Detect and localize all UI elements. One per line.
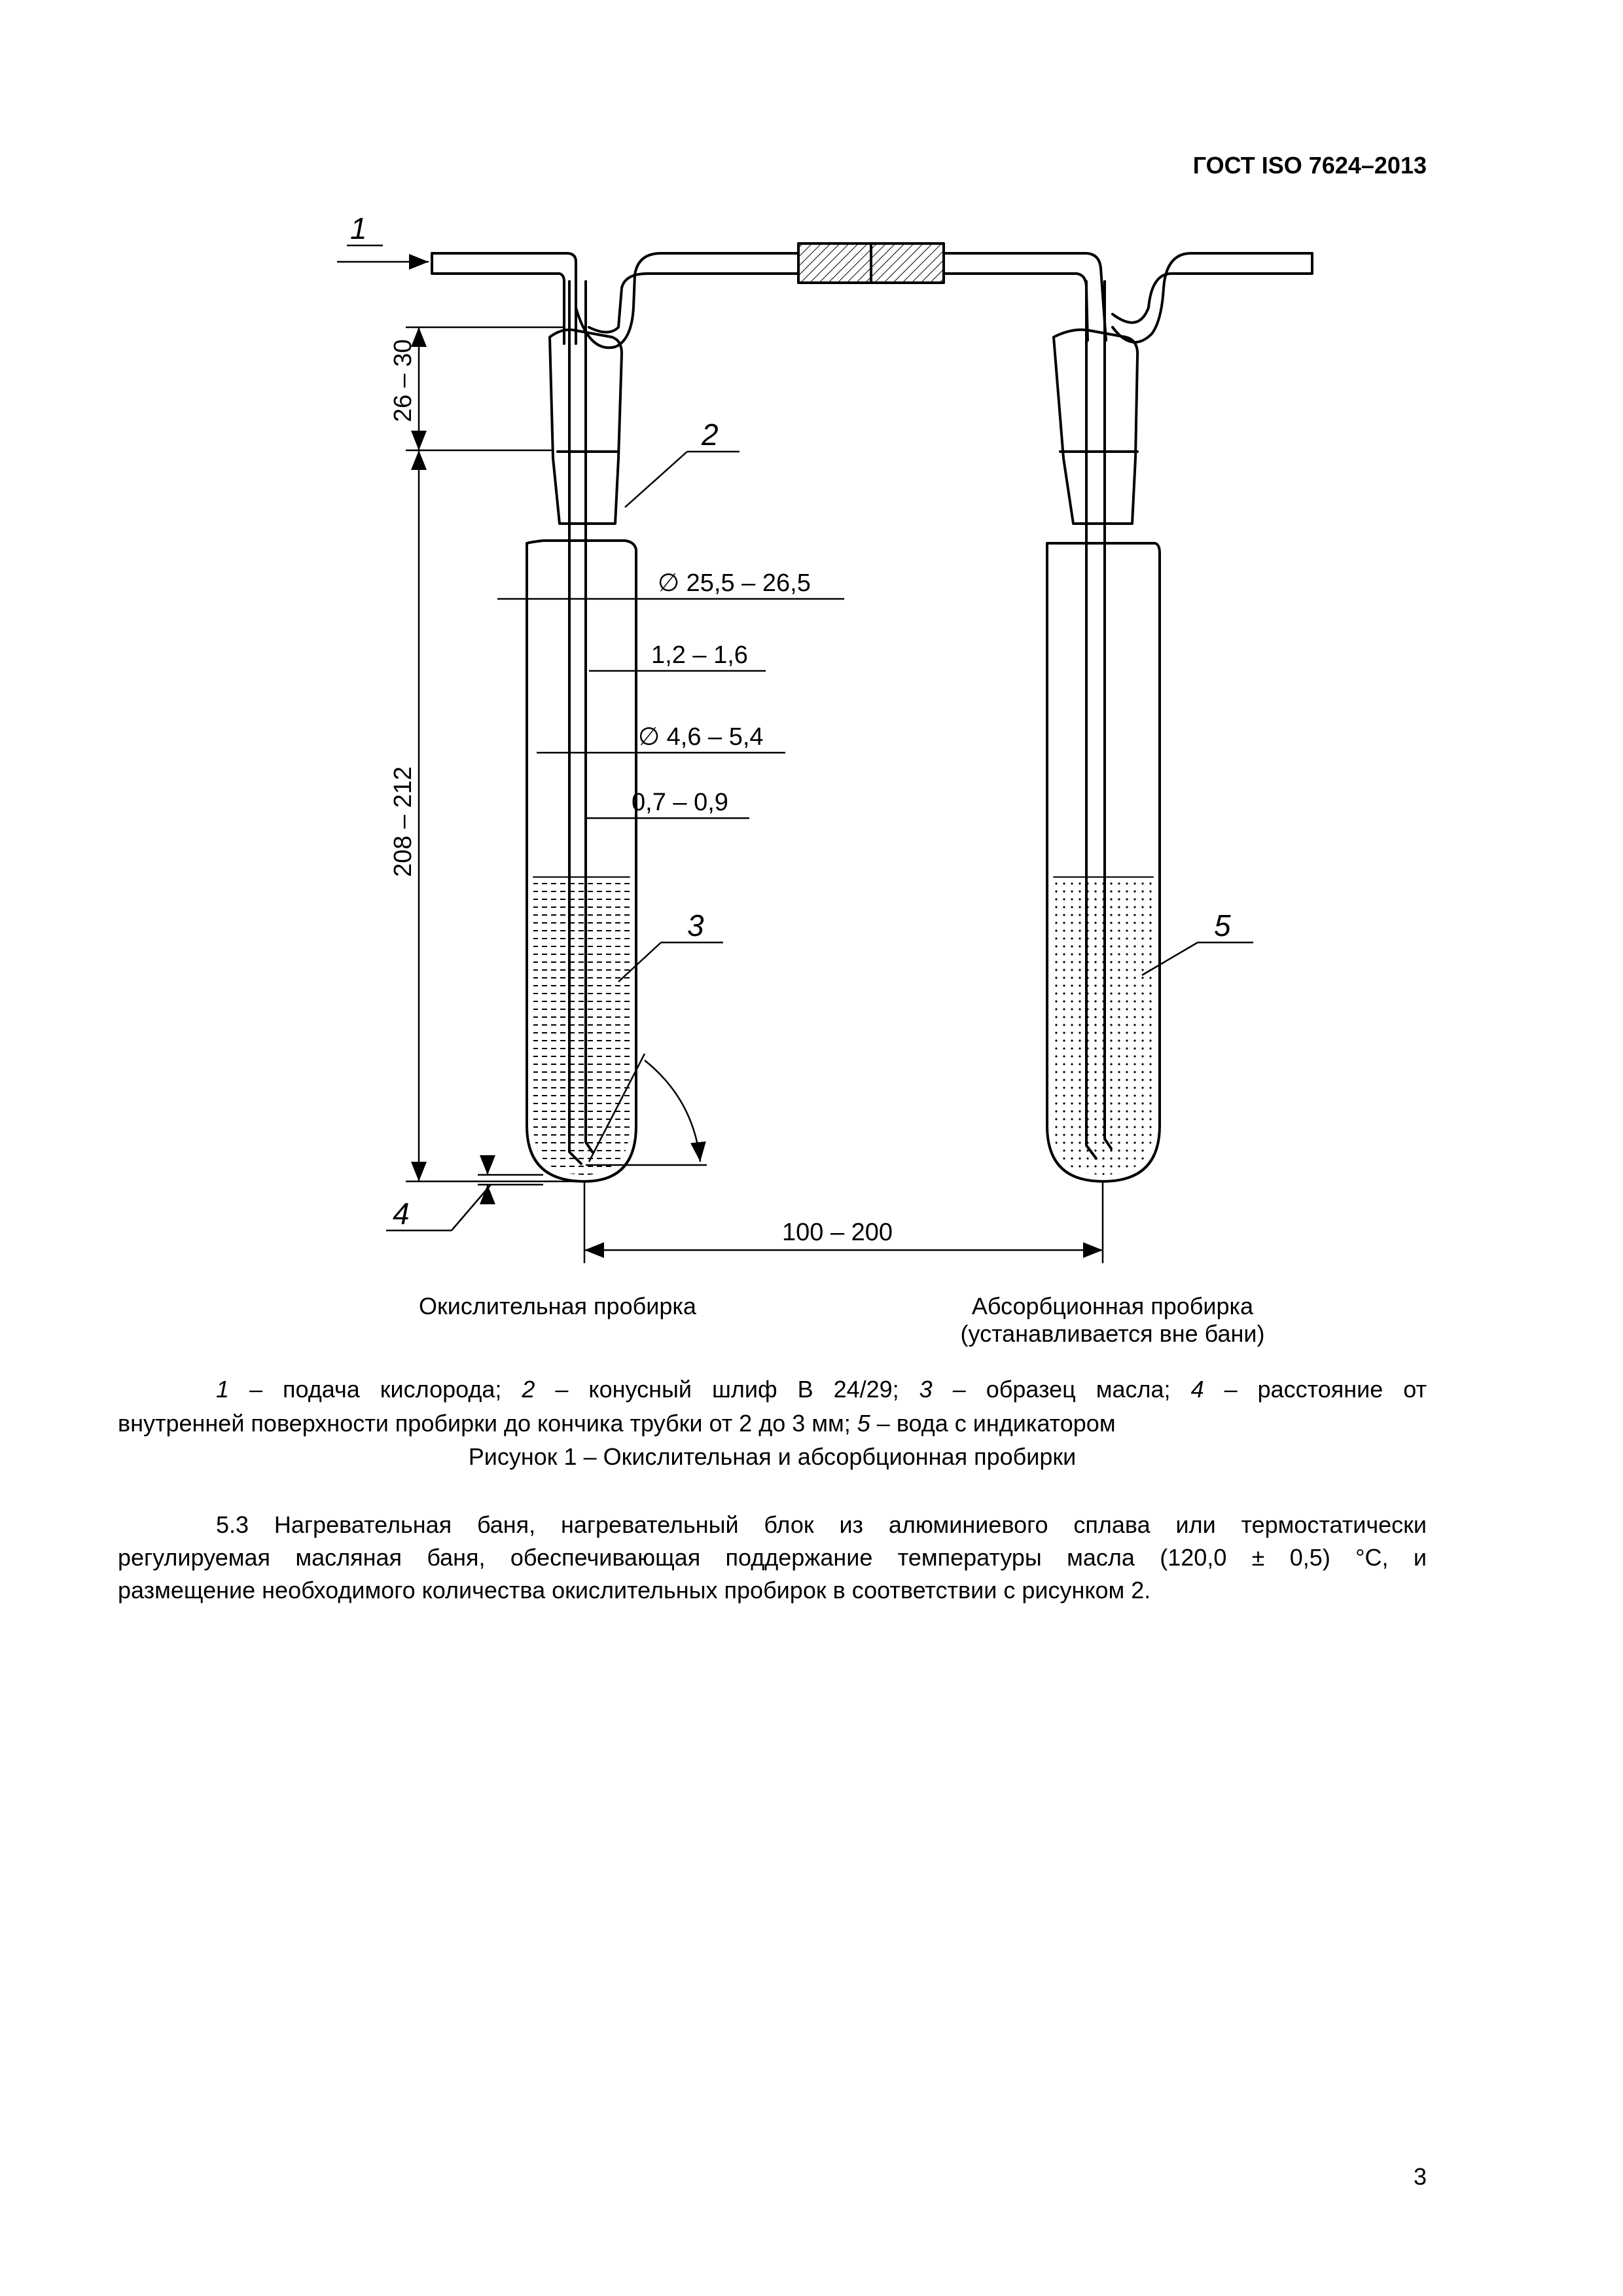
absorption-tube (1047, 281, 1160, 1181)
figure-legend (118, 1372, 1427, 1441)
paragraph-line-1: 5.3 Нагревательная баня, нагревательный блок из алюминиевого сплава или термостатически (216, 1511, 1427, 1538)
figure-caption: Рисунок 1 – Окислительная и абсорбционная пробирки (468, 1443, 1077, 1470)
callout-5: 5 (1214, 908, 1231, 942)
legend-text-3: – образец масла; (932, 1376, 1191, 1403)
page-number: 3 (1413, 2163, 1427, 2190)
legend-text-2: – конусный шлиф В 24/29; (535, 1376, 919, 1403)
dim-inner-tube-diameter: ∅ 4,6 – 5,4 (638, 723, 764, 751)
section-5-3-paragraph (118, 1509, 1427, 1607)
callout-2: 2 (702, 418, 719, 452)
document-header: ГОСТ ISO 7624–2013 (1192, 152, 1427, 179)
left-tube-label: Окислительная пробирка (419, 1293, 696, 1319)
paragraph-line-3: размещение необходимого количества окислительных пробирок в соответствии с рисунком 2. (118, 1577, 1151, 1604)
legend-line-2 (118, 1407, 1427, 1441)
legend-text-4-cont: внутренней поверхности пробирки до кончика трубки от 2 до 3 мм; (118, 1410, 857, 1437)
dim-total-height: 208 – 212 (389, 766, 417, 877)
gas-tubing-top (432, 243, 1312, 348)
legend-text-1: – подача кислорода; (229, 1376, 522, 1403)
paragraph-line-2: регулируемая масляная баня, обеспечивающая поддержание температуры масла (120,0 ± 0,5) °С, и (118, 1544, 1427, 1571)
right-tube-label-line2: (устанавливается вне бани) (960, 1320, 1265, 1347)
legend-key-1: 1 (216, 1376, 230, 1403)
legend-text-5: – вода с индикатором (870, 1410, 1116, 1437)
legend-key-2: 2 (522, 1376, 535, 1403)
callout-3: 3 (687, 908, 704, 942)
legend-line-1 (118, 1372, 1427, 1407)
legend-key-5: 5 (857, 1410, 870, 1437)
dim-top-height: 26 – 30 (389, 339, 417, 422)
right-tube-label-line1: Абсорбционная пробирка (971, 1293, 1254, 1319)
dim-inner-tube-wall: 0,7 – 0,9 (632, 789, 728, 816)
callout-4: 4 (393, 1196, 410, 1230)
oxidation-tube (527, 281, 636, 1181)
legend-key-4: 4 (1190, 1376, 1204, 1403)
legend-text-4: – расстояние от (1204, 1376, 1427, 1403)
legend-key-3: 3 (919, 1376, 933, 1403)
dim-wall-thickness: 1,2 – 1,6 (651, 641, 748, 669)
right-tube-label (942, 1293, 1283, 1348)
dim-spacing: 100 – 200 (782, 1219, 893, 1246)
dim-outer-diameter: ∅ 25,5 – 26,5 (658, 569, 811, 597)
callout-1: 1 (350, 211, 367, 245)
